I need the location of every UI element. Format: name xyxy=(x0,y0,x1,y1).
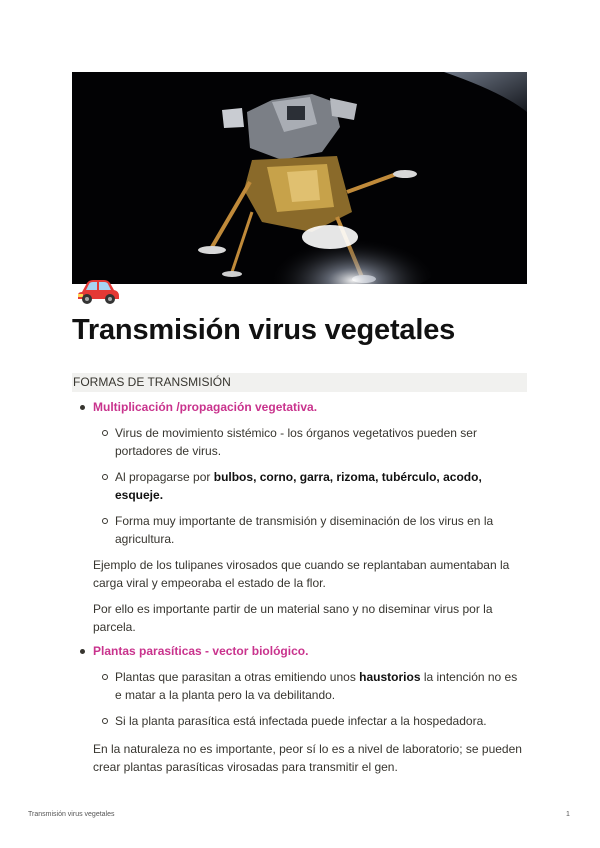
list-item: Virus de movimiento sistémico - los órganos vegetativos pueden ser portadores de virus. xyxy=(93,424,527,460)
list-item: Si la planta parasítica está infectada puede infectar a la hospedadora. xyxy=(93,712,527,730)
sub-list xyxy=(93,424,527,548)
bold-text: haustorios xyxy=(359,670,421,684)
section-heading-bar xyxy=(72,373,527,392)
topic-list xyxy=(72,398,527,776)
paragraph: Por ello es importante partir de un material sano y no diseminar virus por la parcela. xyxy=(93,602,493,634)
section-heading: FORMAS DE TRANSMISIÓN xyxy=(73,375,231,389)
sub-list xyxy=(93,668,527,730)
topic-item xyxy=(72,642,527,776)
page-title: Transmisión virus vegetales xyxy=(72,314,456,346)
topic-heading: Plantas parasíticas - vector biológico. xyxy=(93,644,309,658)
list-item: Al propagarse por bulbos, corno, garra, rizoma, tubérculo, acodo, esqueje. xyxy=(93,468,527,504)
footer-doc-name: Transmisión virus vegetales xyxy=(28,811,115,818)
list-item: Forma muy importante de transmisión y diseminación de los virus en la agricultura. xyxy=(93,512,527,548)
bold-text: bulbos, corno, garra, rizoma, tubérculo, acodo, esqueje. xyxy=(115,470,482,502)
red-car-icon xyxy=(76,276,120,306)
topic-heading: Multiplicación /propagación vegetativa. xyxy=(93,400,318,414)
footer-page-number: 1 xyxy=(566,811,570,818)
paragraph: Ejemplo de los tulipanes virosados que cuando se replantaban aumentaban la carga viral y empeoraba el estado de la flor. xyxy=(93,558,510,590)
paragraph: En la naturaleza no es importante, peor sí lo es a nivel de laboratorio; se pueden crear plantas parasíticas virosadas para transmitir el gen. xyxy=(93,742,522,774)
lunar-module-photo-icon xyxy=(72,72,527,284)
list-item: Plantas que parasitan a otras emitiendo unos haustorios la intención no es e matar a la planta pero la va debilitando. xyxy=(93,668,527,704)
page-content xyxy=(72,398,527,776)
cover-image xyxy=(72,72,527,284)
topic-item xyxy=(72,398,527,636)
